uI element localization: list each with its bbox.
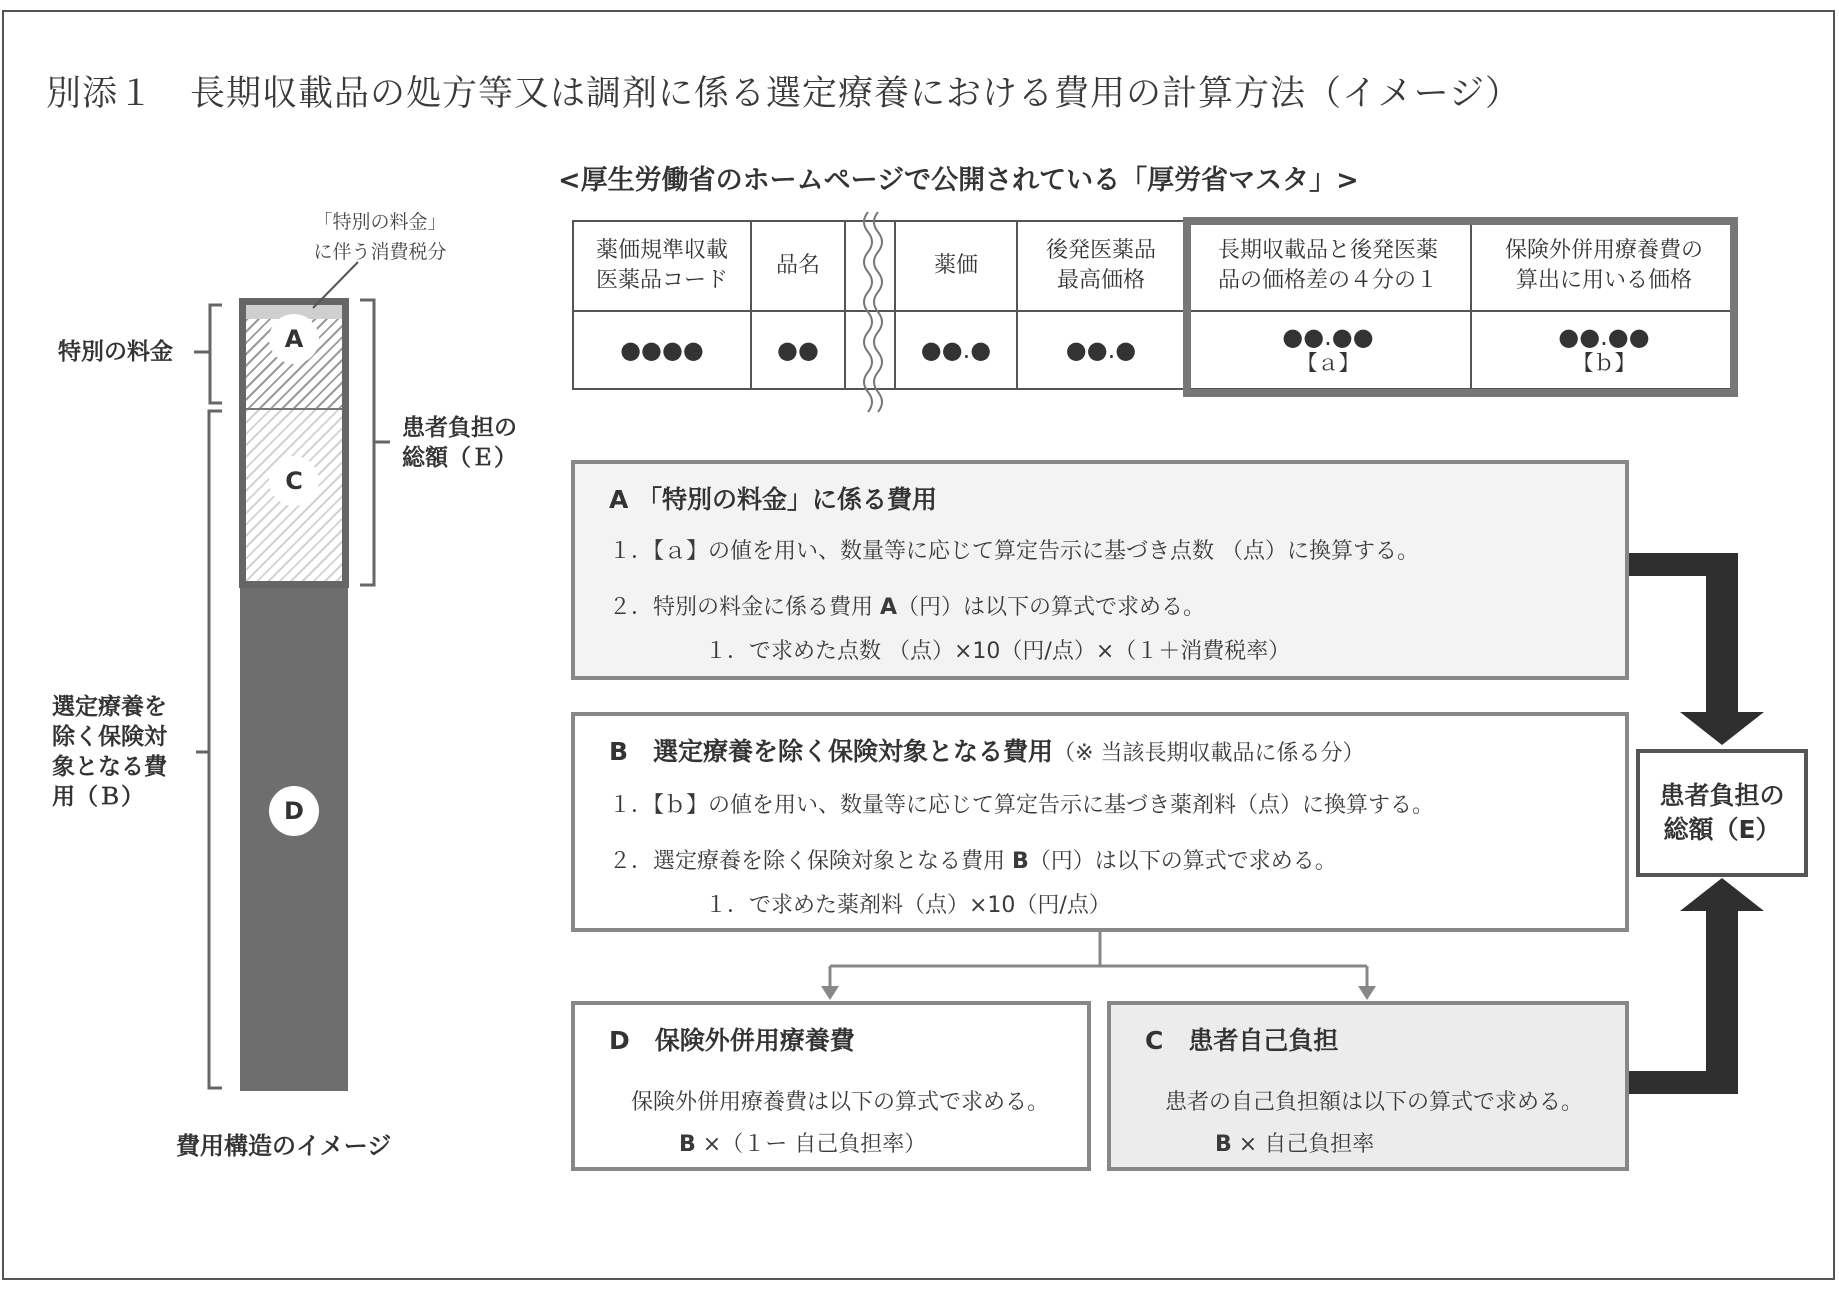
label-insured-cost bbox=[52, 692, 167, 812]
col-header-price: 薬価 bbox=[895, 221, 1017, 311]
label-patient-total-line2: 総額（Ｅ） bbox=[402, 445, 517, 471]
marker-d: D bbox=[269, 786, 319, 836]
box-c-patient-copay bbox=[1107, 1001, 1629, 1171]
box-b-step1: １．【ｂ】の値を用い、数量等に応じて算定告示に基づき薬剤料（点）に換算する。 bbox=[609, 793, 1435, 818]
box-c-line: 患者の自己負担額は以下の算式で求める。 bbox=[1165, 1090, 1584, 1115]
box-e-line1: 患者負担の bbox=[1659, 781, 1785, 810]
box-b-title-row bbox=[609, 732, 1365, 768]
tax-note-leader bbox=[313, 262, 358, 308]
label-insured-line2: 除く保険対 bbox=[52, 724, 167, 750]
col-header-quarter-diff: 長期収載品と後発医薬 品の価格差の４分の１ bbox=[1185, 221, 1471, 311]
box-d-insurance-benefit bbox=[571, 1001, 1091, 1171]
cell-generic-max: ●●.● bbox=[1017, 311, 1185, 389]
page-title: 別添１ 長期収載品の処方等又は調剤に係る選定療養における費用の計算方法（イメージ） bbox=[46, 74, 1521, 114]
box-e-line2: 総額（E） bbox=[1663, 815, 1781, 844]
box-a-title: A 「特別の料金」に係る費用 bbox=[609, 485, 938, 514]
bracket-total bbox=[360, 300, 374, 585]
col-omitted bbox=[845, 221, 895, 311]
bracket-insured bbox=[209, 411, 222, 1088]
box-d-line: 保険外併用療養費は以下の算式で求める。 bbox=[631, 1090, 1050, 1115]
tag-a: 【ａ】 bbox=[1296, 351, 1360, 375]
box-e-patient-total bbox=[1636, 749, 1808, 877]
marker-c: C bbox=[269, 456, 319, 506]
master-table-heading: <厚生労働省のホームページで公開されている「厚労省マスタ」> bbox=[558, 165, 1359, 196]
cell-name: ●● bbox=[751, 311, 845, 389]
bracket-special-fee bbox=[210, 305, 222, 403]
box-b-formula: １．で求めた薬剤料（点）×10（円/点） bbox=[705, 893, 1111, 918]
box-b-insured-cost bbox=[571, 712, 1629, 932]
box-c-formula: B × 自己負担率 bbox=[1215, 1132, 1375, 1157]
col-header-calc-price: 保険外併用療養費の 算出に用いる価格 bbox=[1471, 221, 1737, 311]
master-table bbox=[572, 220, 1738, 390]
box-a-special-fee-cost bbox=[571, 460, 1629, 680]
box-b-title: B 選定療養を除く保険対象となる費用 bbox=[609, 737, 1054, 766]
label-insured-line1: 選定療養を bbox=[52, 694, 167, 720]
box-a-formula: １．で求めた点数 （点）×10（円/点）×（１＋消費税率） bbox=[705, 639, 1291, 664]
box-b-title-note: （※ 当該長期収載品に係る分） bbox=[1053, 741, 1365, 766]
cell-price: ●●.● bbox=[895, 311, 1017, 389]
label-insured-line3: 象となる費 bbox=[52, 754, 167, 780]
cell-omitted bbox=[845, 311, 895, 389]
tax-note-line2: に伴う消費税分 bbox=[313, 241, 447, 263]
structure-caption: 費用構造のイメージ bbox=[176, 1132, 392, 1160]
label-special-fee: 特別の料金 bbox=[58, 339, 173, 365]
box-c-title: C 患者自己負担 bbox=[1145, 1026, 1339, 1055]
col-header-generic-max: 後発医薬品 最高価格 bbox=[1017, 221, 1185, 311]
box-b-step2: ２．選定療養を除く保険対象となる費用 B（円）は以下の算式で求める。 bbox=[609, 849, 1337, 874]
table-header-row bbox=[573, 221, 1737, 311]
box-a-step2: ２．特別の料金に係る費用 A（円）は以下の算式で求める。 bbox=[609, 595, 1206, 620]
box-a-step1: １．【ａ】の値を用い、数量等に応じて算定告示に基づき点数 （点）に換算する。 bbox=[609, 539, 1419, 564]
label-patient-total-line1: 患者負担の bbox=[402, 415, 517, 441]
marker-a: A bbox=[269, 314, 319, 364]
table-row bbox=[573, 311, 1737, 389]
tax-note-line1: 「特別の料金」 bbox=[313, 211, 447, 233]
tag-b: 【ｂ】 bbox=[1572, 351, 1636, 375]
label-patient-total bbox=[402, 413, 517, 473]
label-insured-line4: 用（Ｂ） bbox=[52, 784, 144, 810]
cell-quarter-diff: ●●.●● 【ａ】 bbox=[1185, 311, 1471, 389]
cell-code: ●●●● bbox=[573, 311, 751, 389]
col-header-name: 品名 bbox=[751, 221, 845, 311]
col-header-code: 薬価規準収載 医薬品コード bbox=[573, 221, 751, 311]
box-d-title: D 保険外併用療養費 bbox=[609, 1026, 855, 1055]
cell-calc-price: ●●.●● 【ｂ】 bbox=[1471, 311, 1737, 389]
box-d-formula: B ×（１ー 自己負担率） bbox=[679, 1132, 927, 1157]
